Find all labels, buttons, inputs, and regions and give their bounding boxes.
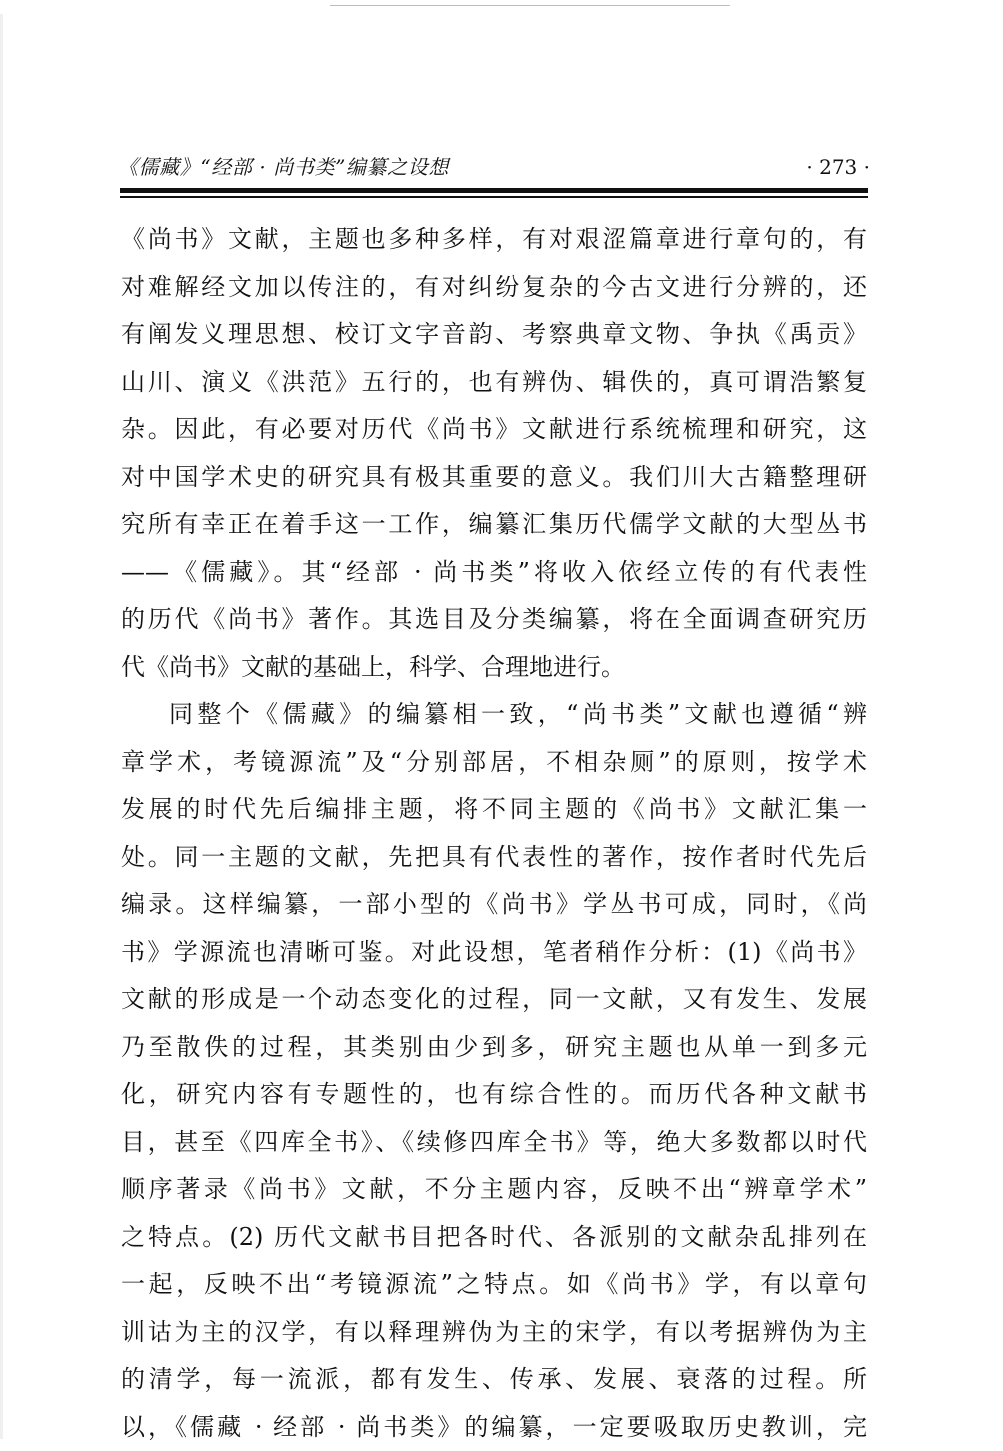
- page-number: · 273 ·: [806, 152, 870, 182]
- text-line: 对难解经文加以传注的，有对纠纷复杂的今古文进行分辨的，还: [121, 264, 867, 312]
- text-line: 发展的时代先后编排主题，将不同主题的《尚书》文献汇集一: [121, 786, 867, 834]
- paragraph-1: [121, 216, 867, 691]
- text-line: 同整个《儒藏》的编纂相一致，“尚书类”文献也遵循“辨: [121, 691, 867, 739]
- text-line: 对中国学术史的研究具有极其重要的意义。我们川大古籍整理研: [121, 454, 867, 502]
- text-line: 的历代《尚书》著作。其选目及分类编纂，将在全面调查研究历: [121, 596, 867, 644]
- running-header: [118, 152, 870, 186]
- text-line: 乃至散佚的过程，其类别由少到多，研究主题也从单一到多元: [121, 1024, 867, 1072]
- text-line: 代《尚书》文献的基础上，科学、合理地进行。: [121, 644, 867, 692]
- text-line: 山川、演义《洪范》五行的，也有辨伪、辑佚的，真可谓浩繁复: [121, 359, 867, 407]
- text-line: 有阐发义理思想、校订文字音韵、考察典章文物、争执《禹贡》: [121, 311, 867, 359]
- scan-edge-shadow: [0, 0, 3, 1439]
- text-line: 文献的形成是一个动态变化的过程，同一文献，又有发生、发展: [121, 976, 867, 1024]
- text-line: 一起，反映不出“考镜源流”之特点。如《尚书》学，有以章句: [121, 1261, 867, 1309]
- text-line: 编录。这样编纂，一部小型的《尚书》学丛书可成，同时，《尚: [121, 881, 867, 929]
- text-line: 化，研究内容有专题性的，也有综合性的。而历代各种文献书: [121, 1071, 867, 1119]
- header-rule-thin: [120, 196, 868, 198]
- text-line: 究所有幸正在着手这一工作，编纂汇集历代儒学文献的大型丛书: [121, 501, 867, 549]
- text-line: 的清学，每一流派，都有发生、传承、发展、衰落的过程。所: [121, 1356, 867, 1404]
- text-line: 处。同一主题的文献，先把具有代表性的著作，按作者时代先后: [121, 834, 867, 882]
- text-line: 以，《儒藏 · 经部 · 尚书类》的编纂，一定要吸取历史教训，完: [121, 1404, 867, 1451]
- text-line: 杂。因此，有必要对历代《尚书》文献进行系统梳理和研究，这: [121, 406, 867, 454]
- running-title: 《儒藏》“经部 · 尚书类”编纂之设想: [118, 152, 449, 182]
- text-line: 目，甚至《四库全书》、《续修四库全书》等，绝大多数都以时代: [121, 1119, 867, 1167]
- text-line: 之特点。(2) 历代文献书目把各时代、各派别的文献杂乱排列在: [121, 1214, 867, 1262]
- text-line: 章学术，考镜源流”及“分别部居，不相杂厕”的原则，按学术: [121, 739, 867, 787]
- paragraph-2: [121, 691, 867, 1451]
- text-line: ——《儒藏》。其“经部 · 尚书类”将收入依经立传的有代表性: [121, 549, 867, 597]
- header-rule-thick: [120, 188, 868, 193]
- text-line: 书》学源流也清晰可鉴。对此设想，笔者稍作分析：(1)《尚书》: [121, 929, 867, 977]
- body-text: [121, 216, 867, 1451]
- scan-top-edge: [0, 0, 1003, 14]
- text-line: 《尚书》文献，主题也多种多样，有对艰涩篇章进行章句的，有: [121, 216, 867, 264]
- text-line: 顺序著录《尚书》文献，不分主题内容，反映不出“辨章学术”: [121, 1166, 867, 1214]
- text-line: 训诂为主的汉学，有以释理辨伪为主的宋学，有以考据辨伪为主: [121, 1309, 867, 1357]
